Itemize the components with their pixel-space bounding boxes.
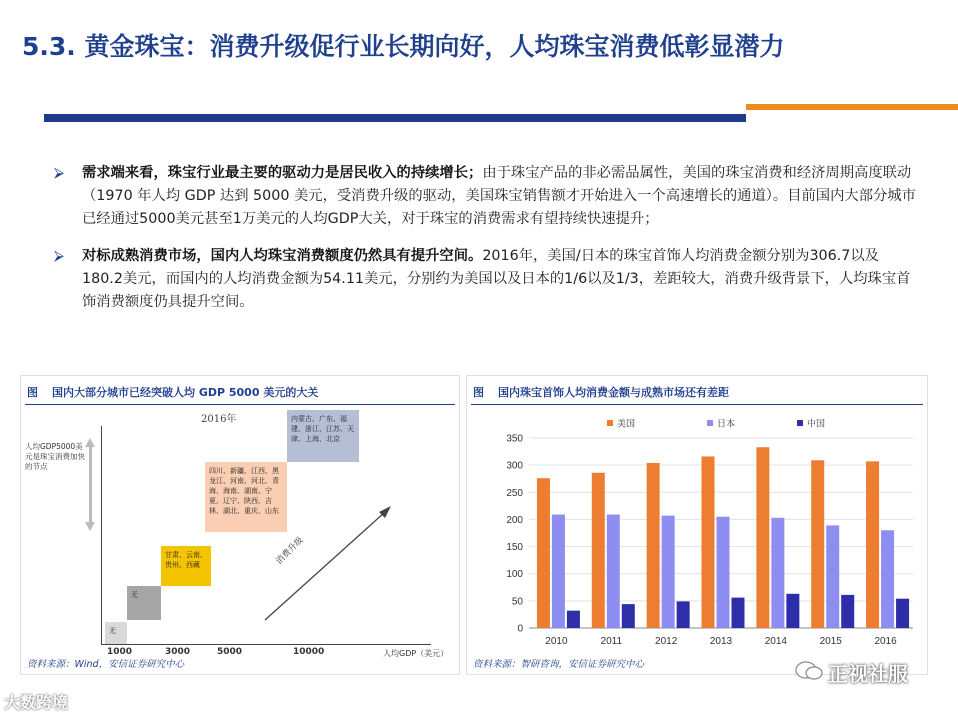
figure-header	[27, 384, 318, 400]
bar-美国-2010	[537, 478, 550, 628]
bar-中国-2015	[841, 595, 854, 628]
y-axis	[101, 426, 102, 644]
stair-1: 无	[105, 622, 127, 644]
y-tick-label: 250	[506, 487, 523, 499]
x-tick-label: 2012	[655, 636, 678, 647]
figure-jewelry-spending	[466, 375, 928, 675]
arrow-bullet-icon: ⮚	[54, 248, 64, 264]
y-tick-label: 300	[506, 460, 523, 472]
bullet-item-1	[48, 162, 918, 231]
legend-swatch	[707, 420, 713, 426]
bar-日本-2016	[881, 530, 894, 628]
bar-美国-2011	[592, 473, 605, 628]
year-label: 2016年	[201, 414, 237, 425]
figure-caption: 国内珠宝首饰人均消费金额与成熟市场还有差距	[498, 386, 729, 399]
stair-2: 无	[127, 586, 161, 620]
watermark-right: 正视社服	[828, 662, 908, 686]
bar-中国-2013	[732, 598, 745, 628]
bar-日本-2010	[552, 515, 565, 628]
y-tick-label: 350	[506, 433, 523, 445]
bar-日本-2011	[607, 515, 620, 628]
x-tick-label: 2015	[819, 636, 842, 647]
header-divider	[25, 404, 455, 405]
figure-source: 资料来源：智研咨询，安信证券研究中心	[473, 659, 645, 670]
y-tick-label: 200	[506, 514, 523, 526]
arrow-shaft	[89, 446, 92, 524]
figure-source: 资料来源：Wind，安信证券研究中心	[27, 659, 185, 670]
y-tick-label: 50	[511, 596, 523, 608]
bar-日本-2014	[771, 518, 784, 628]
x-tick: 3000	[165, 647, 191, 657]
x-tick-label: 2016	[874, 636, 897, 647]
bar-中国-2014	[786, 594, 799, 628]
bar-美国-2016	[866, 461, 879, 628]
bar-中国-2012	[677, 601, 690, 628]
x-tick-label: 2013	[709, 636, 733, 647]
x-axis-unit: 人均GDP（美元）	[383, 649, 449, 658]
figure-label: 图	[27, 386, 38, 399]
bullet-list	[48, 162, 918, 328]
bar-chart	[467, 376, 925, 672]
bullet-text: 由于珠宝产品的非必需品属性，美国的珠宝消费和经济周期高度联动（1970 年人均 GDP 达到 5000 美元，受消费升级的驱动，美国珠宝销售额才开始进入一个高速增长的通道）。目前国内大部分城市已经通过5000美元甚至1万美元的人均GDP大关，对于珠宝的消费需求有望持续快速提升；	[82, 165, 916, 227]
stair-4: 四川、新疆、江西、黑龙江、河南、河北、青海、海南、湖南、宁夏、辽宁、陕西、吉林、湖北、重庆、山东	[205, 462, 287, 532]
arrow-down-icon	[85, 522, 95, 531]
legend-swatch	[797, 420, 803, 426]
wechat-icon	[795, 660, 823, 682]
title-underline-orange	[746, 104, 958, 110]
y-tick-label: 150	[506, 542, 523, 554]
bar-美国-2013	[702, 456, 715, 628]
x-tick-label: 2014	[764, 636, 787, 647]
legend-swatch	[607, 420, 613, 426]
y-axis-label: 人均GDP5000美元是珠宝消费加快的节点	[25, 442, 85, 471]
bullet-text: 2016年，美国/日本的珠宝首饰人均消费金额分别为306.7以及180.2美元，而国内的人均消费金额为54.11美元，分别约为美国以及日本的1/6以及1/3，差距较大，消费升级背景下，人均珠宝首饰消费额度仍具提升空间。	[82, 248, 911, 310]
watermark-left: 大数跨境	[4, 693, 69, 712]
bar-美国-2015	[811, 460, 824, 628]
x-axis	[101, 644, 431, 645]
page-title: 5.3. 黄金珠宝：消费升级促行业长期向好，人均珠宝消费低彰显潜力	[22, 32, 785, 61]
x-tick: 10000	[293, 647, 325, 657]
bullet-lead: 需求端来看，珠宝行业最主要的驱动力是居民收入的持续增长；	[82, 165, 483, 181]
x-tick: 1000	[107, 647, 133, 657]
stair-3: 甘肃、云南、贵州、西藏	[161, 546, 211, 586]
bar-中国-2011	[622, 604, 635, 628]
x-tick-label: 2011	[600, 636, 623, 647]
bar-美国-2014	[756, 447, 769, 628]
bar-中国-2010	[567, 611, 580, 628]
stair-5: 内蒙古、广东、福建、浙江、江苏、天津、上海、北京	[287, 410, 359, 462]
diagonal-label: 消费升级	[274, 535, 306, 567]
bullet-lead: 对标成熟消费市场，国内人均珠宝消费额度仍然具有提升空间。	[82, 248, 483, 264]
legend-label: 日本	[717, 419, 736, 430]
title-underline-blue	[44, 114, 746, 122]
arrow-bullet-icon: ⮚	[54, 165, 64, 181]
bullet-item-2	[48, 245, 918, 314]
bar-中国-2016	[896, 599, 909, 628]
y-tick-label: 0	[517, 623, 523, 635]
bar-日本-2015	[826, 525, 839, 628]
figure-label: 图	[473, 386, 484, 399]
x-tick-label: 2010	[545, 636, 568, 647]
bar-日本-2013	[717, 517, 730, 628]
legend-label: 美国	[617, 419, 636, 430]
legend-label: 中国	[807, 419, 826, 430]
x-tick: 5000	[217, 647, 243, 657]
y-tick-label: 100	[506, 569, 523, 581]
bar-日本-2012	[662, 516, 675, 628]
figure-gdp-staircase	[20, 375, 460, 675]
bar-美国-2012	[647, 463, 660, 628]
figure-caption: 国内大部分城市已经突破人均 GDP 5000 美元的大关	[52, 386, 319, 399]
